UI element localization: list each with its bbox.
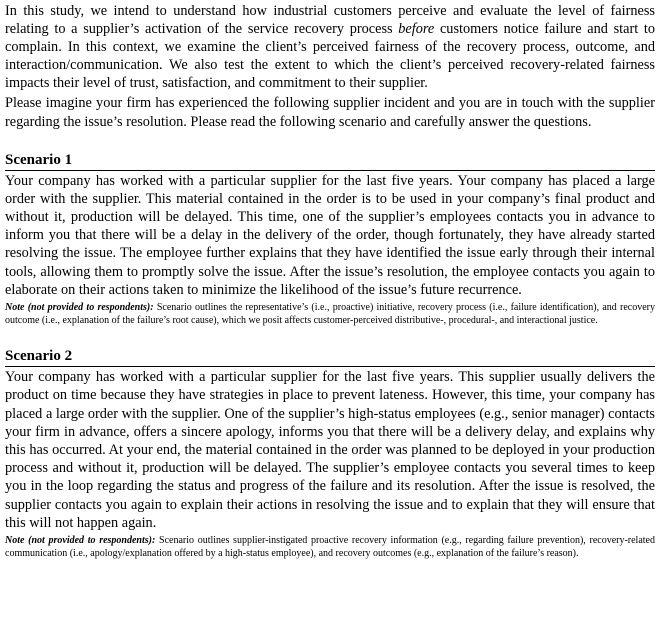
scenario-2 bbox=[5, 347, 655, 560]
scenario-2-note bbox=[5, 535, 655, 560]
scenario-2-divider bbox=[5, 366, 655, 367]
intro-paragraph-1-text-b: customers notice failure and start to complain. In this context, we examine the client’s perceived fairness of the recovery process, outcome, and interaction/communication. We also test the extent to which the client’s perceived recovery-related fairness impacts their level of trust, satisfaction, and commitment to their supplier. bbox=[5, 21, 655, 92]
intro-emphasis-before: before bbox=[398, 21, 435, 38]
scenario-1-note bbox=[5, 302, 655, 327]
scenario-1-divider bbox=[5, 170, 655, 171]
intro-paragraph-1 bbox=[5, 2, 655, 92]
scenario-1-note-text: Scenario outlines the representative’s (i.e., proactive) initiative, recovery process (i.e., failure identification), and recovery outcome (i.e., explanation of the failure’s root cause), which we posit affects customer-perceived distributive-, procedural-, and interactional justice. bbox=[5, 302, 655, 326]
scenario-1 bbox=[5, 151, 655, 328]
scenario-2-note-text: Scenario outlines supplier-instigated proactive recovery information (e.g., regarding failure prevention), recovery-related communication (i.e., apology/explanation offered by a high-status employee), and recovery outcomes (e.g., explanation of the failure’s reason). bbox=[5, 535, 655, 559]
intro-paragraph-1-text-a: In this study, we intend to understand how industrial customers perceive and evaluate the level of fairness relating to a supplier’s activation of the service recovery process bbox=[5, 3, 655, 38]
intro-paragraph-2: Please imagine your firm has experienced the following supplier incident and you are in touch with the supplier regarding the issue’s resolution. Please read the following scenario and carefully answer the questions. bbox=[5, 95, 655, 130]
scenario-2-body: Your company has worked with a particular supplier for the last five years. This supplier usually delivers the product on time because they have strategies in place to prevent lateness. However, this time, your company has placed a large order with the supplier. One of the supplier’s high-status employees (e.g., senior manager) contacts your firm in advance, offers a sincere apology, informs you that there will be a delivery delay, and explains why this has occurred. At your end, the material contained in the order was planned to be deployed in your production process and without it, production will be delayed. The supplier’s employee contacts you several times to keep you in the loop regarding the status and progress of the failure and its resolution. After the issue is resolved, the supplier contacts you again to explain their actions in resolving the issue and to explain that they will ensure that this will not happen again. bbox=[5, 369, 655, 531]
scenario-1-title: Scenario 1 bbox=[5, 151, 73, 168]
scenario-1-body: Your company has worked with a particular supplier for the last five years. Your company has placed a large order with the supplier. This material contained in the order is to be used in your company’s final product and without it, production will be delayed. This time, one of the supplier’s employees contacts you in advance to inform you that there will be a delay in the delivery of the order, though fortunately, they have already started resolving the issue. The employee further explains that they have identified the issue early through their internal tools, allowing them to promptly solve the issue. After the issue’s resolution, the employee contacts you again to elaborate on their actions taken to minimize the likelihood of the issue’s future recurrence. bbox=[5, 172, 655, 298]
scenario-2-note-label: Note (not provided to respondents): bbox=[5, 535, 156, 547]
document-page bbox=[5, 2, 655, 560]
scenario-1-note-label: Note (not provided to respondents): bbox=[5, 302, 154, 314]
scenario-2-title: Scenario 2 bbox=[5, 348, 73, 365]
